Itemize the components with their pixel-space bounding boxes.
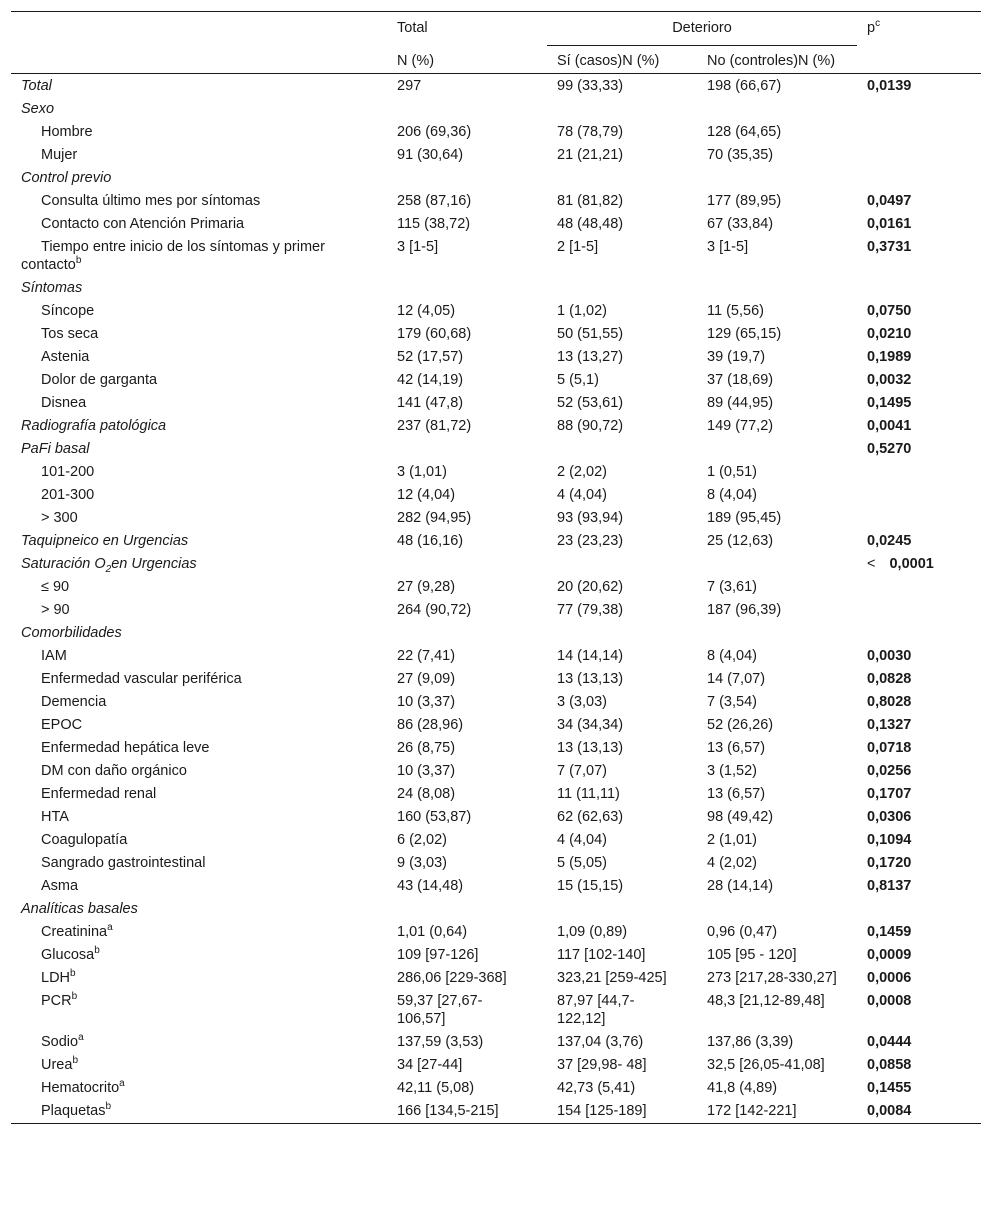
table-row xyxy=(11,346,981,369)
cell-p-value: 0,0718 xyxy=(867,740,912,756)
table-row xyxy=(11,599,981,622)
cell-p-value xyxy=(857,98,981,121)
cell-total: 206 (69,36) xyxy=(397,124,472,140)
cell-p-value: 0,0008 xyxy=(867,993,912,1009)
cell-total xyxy=(387,553,547,576)
row-label: Enfermedad hepática leve xyxy=(41,740,210,756)
row-label: Síntomas xyxy=(21,280,83,296)
cell-no: 3 [1-5] xyxy=(707,239,749,255)
table-row xyxy=(11,645,981,668)
row-label: Tos seca xyxy=(41,326,99,342)
cell-si: 5 (5,1) xyxy=(557,372,599,388)
cell-p-value: < 0,0001 xyxy=(867,556,934,572)
table-row xyxy=(11,1100,981,1124)
cell-no: 198 (66,67) xyxy=(707,78,782,94)
table-row xyxy=(11,415,981,438)
cell-total xyxy=(387,622,547,645)
cell-total: 86 (28,96) xyxy=(397,717,464,733)
cell-total xyxy=(387,98,547,121)
cell-total: 297 xyxy=(397,78,422,94)
row-label: HTA xyxy=(41,809,69,825)
header-si-casos: Sí (casos)N (%) xyxy=(557,53,660,69)
table-row xyxy=(11,921,981,944)
cell-si: 13 (13,13) xyxy=(557,671,624,687)
row-label: Consulta último mes por síntomas xyxy=(41,193,261,209)
cell-no: 129 (65,15) xyxy=(707,326,782,342)
cell-si: 117 [102-140] xyxy=(557,947,646,963)
cell-si: 50 (51,55) xyxy=(557,326,624,342)
cell-total: 12 (4,04) xyxy=(397,487,456,503)
cell-p-value xyxy=(857,576,981,599)
cell-no xyxy=(697,167,857,190)
cell-si: 11 (11,11) xyxy=(557,786,620,802)
cell-total: 12 (4,05) xyxy=(397,303,456,319)
table-row xyxy=(11,507,981,530)
row-label: Contacto con Atención Primaria xyxy=(41,216,245,232)
header-empty-3 xyxy=(857,45,981,74)
table-row xyxy=(11,852,981,875)
row-label: Radiografía patológica xyxy=(21,418,167,434)
cell-p-value: 0,0041 xyxy=(867,418,912,434)
row-label: Enfermedad vascular periférica xyxy=(41,671,242,687)
cell-no: 189 (95,45) xyxy=(707,510,782,526)
row-label: Enfermedad renal xyxy=(41,786,157,802)
cell-p-value: 0,0245 xyxy=(867,533,912,549)
cell-si: 3 (3,03) xyxy=(557,694,607,710)
cell-total: 27 (9,28) xyxy=(397,579,456,595)
cell-p-value xyxy=(857,898,981,921)
cell-total: 141 (47,8) xyxy=(397,395,464,411)
header-empty-2 xyxy=(11,45,387,74)
cell-p-value: 0,0444 xyxy=(867,1034,912,1050)
table-row xyxy=(11,167,981,190)
cell-p-value: 0,0139 xyxy=(867,78,912,94)
row-label: 201-300 xyxy=(41,487,95,503)
cell-no: 37 (18,69) xyxy=(707,372,774,388)
cell-total: 166 [134,5-215] xyxy=(397,1103,499,1119)
row-label: > 300 xyxy=(41,510,78,526)
row-label: Sodio$^a$ xyxy=(41,1032,84,1050)
cell-no: 137,86 (3,39) xyxy=(707,1034,794,1050)
header-total: Total xyxy=(397,20,428,36)
row-label: Glucosa$^b$ xyxy=(41,945,100,963)
cell-p-value xyxy=(857,121,981,144)
cell-p-value xyxy=(857,461,981,484)
cell-si xyxy=(547,553,697,576)
cell-total xyxy=(387,438,547,461)
row-label: Hombre xyxy=(41,124,93,140)
cell-no: 2 (1,01) xyxy=(707,832,757,848)
row-label: Analíticas basales xyxy=(21,901,138,917)
row-label: Urea$^b$ xyxy=(41,1055,78,1073)
cell-p-value: 0,8137 xyxy=(867,878,912,894)
row-label: Síncope xyxy=(41,303,95,319)
cell-no: 14 (7,07) xyxy=(707,671,766,687)
table-row xyxy=(11,806,981,829)
cell-si: 37 [29,98- 48] xyxy=(557,1057,647,1073)
cell-p-value xyxy=(857,144,981,167)
table-row xyxy=(11,898,981,921)
header-deterioro xyxy=(547,12,857,46)
cell-si: 7 (7,07) xyxy=(557,763,607,779)
cell-no: 89 (44,95) xyxy=(707,395,774,411)
row-label: Sexo xyxy=(21,101,55,117)
cell-p-value xyxy=(857,484,981,507)
row-label: PaFi basal xyxy=(21,441,90,457)
cell-total: 9 (3,03) xyxy=(397,855,447,871)
cell-no: 105 [95 - 120] xyxy=(707,947,797,963)
table-row xyxy=(11,530,981,553)
cell-si: 2 [1-5] xyxy=(557,239,599,255)
table-row xyxy=(11,392,981,415)
row-label: > 90 xyxy=(41,602,70,618)
header-empty xyxy=(11,12,387,46)
cell-si: 154 [125-189] xyxy=(557,1103,647,1119)
row-label: Control previo xyxy=(21,170,112,186)
cell-no: 8 (4,04) xyxy=(707,487,757,503)
cell-p-value: 0,1327 xyxy=(867,717,912,733)
cell-no: 149 (77,2) xyxy=(707,418,774,434)
cell-si: 1,09 (0,89) xyxy=(557,924,628,940)
header-n-pct: N (%) xyxy=(397,53,435,69)
row-label: Asma xyxy=(41,878,79,894)
cell-p-value: 0,1094 xyxy=(867,832,912,848)
cell-p-value xyxy=(857,599,981,622)
table-row xyxy=(11,98,981,121)
cell-p-value: 0,1707 xyxy=(867,786,912,802)
cell-total: 264 (90,72) xyxy=(397,602,472,618)
cell-p-value: 0,0009 xyxy=(867,947,912,963)
cell-total xyxy=(387,167,547,190)
table-row xyxy=(11,553,981,576)
table-row xyxy=(11,236,981,277)
cell-total: 22 (7,41) xyxy=(397,648,456,664)
table-row xyxy=(11,783,981,806)
cell-total: 237 (81,72) xyxy=(397,418,472,434)
cell-si: 48 (48,48) xyxy=(557,216,624,232)
table-row xyxy=(11,691,981,714)
cell-no: 28 (14,14) xyxy=(707,878,774,894)
cell-no: 187 (96,39) xyxy=(707,602,782,618)
cell-total xyxy=(387,898,547,921)
cell-total: 26 (8,75) xyxy=(397,740,456,756)
cell-no: 4 (2,02) xyxy=(707,855,757,871)
table-body xyxy=(11,74,981,1124)
cell-no: 52 (26,26) xyxy=(707,717,774,733)
table-row xyxy=(11,461,981,484)
cell-si: 93 (93,94) xyxy=(557,510,624,526)
cell-si: 323,21 [259-425] xyxy=(557,970,667,986)
cell-si: 23 (23,23) xyxy=(557,533,624,549)
cell-si: 2 (2,02) xyxy=(557,464,607,480)
table-row xyxy=(11,1031,981,1054)
row-label: Demencia xyxy=(41,694,107,710)
table-row xyxy=(11,121,981,144)
cell-si xyxy=(547,438,697,461)
row-label: Total xyxy=(21,78,52,94)
header-p: $p^c$ xyxy=(867,18,881,36)
table-row xyxy=(11,300,981,323)
row-label: ≤ 90 xyxy=(41,579,70,595)
cell-total: 286,06 [229-368] xyxy=(397,970,507,986)
cell-p-value: 0,0256 xyxy=(867,763,912,779)
cell-p-value: 0,1459 xyxy=(867,924,912,940)
table-row xyxy=(11,144,981,167)
cell-total: 6 (2,02) xyxy=(397,832,447,848)
cell-total: 258 (87,16) xyxy=(397,193,472,209)
cell-p-value xyxy=(857,167,981,190)
cell-no: 25 (12,63) xyxy=(707,533,774,549)
cell-p-value: 0,1720 xyxy=(867,855,912,871)
cell-no: 48,3 [21,12-89,48] xyxy=(707,993,825,1009)
cell-si: 42,73 (5,41) xyxy=(557,1080,636,1096)
cell-p-value: 0,1455 xyxy=(867,1080,912,1096)
row-label: DM con daño orgánico xyxy=(41,763,187,779)
cell-si: 99 (33,33) xyxy=(557,78,624,94)
cell-total: 91 (30,64) xyxy=(397,147,464,163)
row-label: LDH$^b$ xyxy=(41,968,76,986)
cell-p-value: 0,0032 xyxy=(867,372,912,388)
table-container xyxy=(11,11,981,1124)
cell-p-value xyxy=(857,622,981,645)
cell-no: 41,8 (4,89) xyxy=(707,1080,778,1096)
table-row xyxy=(11,576,981,599)
cell-total: 59,37 [27,67-106,57] xyxy=(397,993,483,1027)
header-no-controles: No (controles)N (%) xyxy=(707,53,836,69)
cell-total: 3 [1-5] xyxy=(397,239,439,255)
cell-no: 8 (4,04) xyxy=(707,648,757,664)
cell-si xyxy=(547,167,697,190)
cell-si: 78 (78,79) xyxy=(557,124,624,140)
cell-no xyxy=(697,553,857,576)
table-row xyxy=(11,944,981,967)
cell-total: 43 (14,48) xyxy=(397,878,464,894)
row-label: Tiempo entre inicio de los síntomas y primer contacto$^b$ xyxy=(21,239,325,273)
cell-si: 13 (13,13) xyxy=(557,740,624,756)
cell-si: 20 (20,62) xyxy=(557,579,624,595)
table-row xyxy=(11,1077,981,1100)
cell-p-value xyxy=(857,507,981,530)
table-row xyxy=(11,760,981,783)
row-label: Comorbilidades xyxy=(21,625,122,641)
cell-total: 52 (17,57) xyxy=(397,349,464,365)
row-label: Dolor de garganta xyxy=(41,372,158,388)
cell-total: 10 (3,37) xyxy=(397,694,456,710)
cell-no: 7 (3,54) xyxy=(707,694,757,710)
cell-p-value: 0,0828 xyxy=(867,671,912,687)
cell-si: 21 (21,21) xyxy=(557,147,624,163)
row-label: Astenia xyxy=(41,349,90,365)
cell-si: 88 (90,72) xyxy=(557,418,624,434)
cell-no: 67 (33,84) xyxy=(707,216,774,232)
cell-si xyxy=(547,98,697,121)
cell-no: 98 (49,42) xyxy=(707,809,774,825)
cell-si: 77 (79,38) xyxy=(557,602,624,618)
cell-total: 282 (94,95) xyxy=(397,510,472,526)
row-label: Sangrado gastrointestinal xyxy=(41,855,206,871)
cell-p-value: 0,0858 xyxy=(867,1057,912,1073)
cell-p-value xyxy=(857,277,981,300)
cell-p-value: 0,5270 xyxy=(867,441,912,457)
cell-no: 0,96 (0,47) xyxy=(707,924,778,940)
cell-total xyxy=(387,277,547,300)
row-label: PCR$^b$ xyxy=(41,991,78,1009)
cell-p-value: 0,0306 xyxy=(867,809,912,825)
table-row xyxy=(11,668,981,691)
cell-si: 81 (81,82) xyxy=(557,193,624,209)
cell-p-value: 0,0006 xyxy=(867,970,912,986)
cell-total: 3 (1,01) xyxy=(397,464,447,480)
row-label: Taquipneico en Urgencias xyxy=(21,533,189,549)
cell-si: 137,04 (3,76) xyxy=(557,1034,644,1050)
cell-no xyxy=(697,98,857,121)
cell-no: 11 (5,56) xyxy=(707,303,764,319)
cell-si: 1 (1,02) xyxy=(557,303,607,319)
cell-p-value: 0,0210 xyxy=(867,326,912,342)
table-row xyxy=(11,323,981,346)
table-row xyxy=(11,967,981,990)
cell-total: 1,01 (0,64) xyxy=(397,924,468,940)
cell-si: 87,97 [44,7-122,12] xyxy=(557,993,635,1027)
table-row xyxy=(11,1054,981,1077)
cell-si: 4 (4,04) xyxy=(557,487,607,503)
cell-p-value: 0,1989 xyxy=(867,349,912,365)
cell-p-value: 0,0084 xyxy=(867,1103,912,1119)
cell-no: 13 (6,57) xyxy=(707,786,766,802)
row-label: 101-200 xyxy=(41,464,95,480)
cell-no: 1 (0,51) xyxy=(707,464,757,480)
cell-si xyxy=(547,622,697,645)
cell-si: 15 (15,15) xyxy=(557,878,624,894)
cell-total: 42 (14,19) xyxy=(397,372,464,388)
cell-no xyxy=(697,277,857,300)
cell-no xyxy=(697,622,857,645)
cell-total: 179 (60,68) xyxy=(397,326,472,342)
cell-no xyxy=(697,438,857,461)
header-deterioro-label: Deterioro xyxy=(547,19,857,46)
cell-si: 5 (5,05) xyxy=(557,855,607,871)
table-row xyxy=(11,277,981,300)
cell-si: 34 (34,34) xyxy=(557,717,624,733)
row-label: Hematocrito$^a$ xyxy=(41,1078,125,1096)
cell-total: 109 [97-126] xyxy=(397,947,479,963)
table-row xyxy=(11,737,981,760)
row-label: Saturación $O_2en$ Urgencias xyxy=(21,556,197,575)
cell-si: 62 (62,63) xyxy=(557,809,624,825)
cell-p-value: 0,0161 xyxy=(867,216,912,232)
cell-p-value: 0,1495 xyxy=(867,395,912,411)
cell-si: 14 (14,14) xyxy=(557,648,624,664)
cell-total: 27 (9,09) xyxy=(397,671,456,687)
table-row xyxy=(11,990,981,1031)
table-row xyxy=(11,829,981,852)
cell-no: 128 (64,65) xyxy=(707,124,782,140)
table-row xyxy=(11,369,981,392)
cell-no: 32,5 [26,05-41,08] xyxy=(707,1057,825,1073)
cell-si xyxy=(547,277,697,300)
row-label: EPOC xyxy=(41,717,83,733)
cell-no: 70 (35,35) xyxy=(707,147,774,163)
table-row xyxy=(11,622,981,645)
table-header xyxy=(11,12,981,74)
cell-no: 3 (1,52) xyxy=(707,763,757,779)
table-row xyxy=(11,213,981,236)
cell-total: 42,11 (5,08) xyxy=(397,1080,475,1096)
table-row xyxy=(11,438,981,461)
cell-no: 172 [142-221] xyxy=(707,1103,797,1119)
cell-p-value: 0,0030 xyxy=(867,648,912,664)
row-label: Disnea xyxy=(41,395,87,411)
row-label: Creatinina$^a$ xyxy=(41,922,113,940)
row-label: Plaquetas$^b$ xyxy=(41,1101,112,1119)
table-row xyxy=(11,190,981,213)
row-label: Mujer xyxy=(41,147,78,163)
cell-no: 39 (19,7) xyxy=(707,349,766,365)
cell-total: 10 (3,37) xyxy=(397,763,456,779)
cell-p-value: 0,8028 xyxy=(867,694,912,710)
cell-total: 160 (53,87) xyxy=(397,809,472,825)
cell-no: 13 (6,57) xyxy=(707,740,766,756)
cell-no xyxy=(697,898,857,921)
cell-total: 48 (16,16) xyxy=(397,533,464,549)
cell-si xyxy=(547,898,697,921)
table-row xyxy=(11,875,981,898)
table-row xyxy=(11,714,981,737)
cell-no: 177 (89,95) xyxy=(707,193,782,209)
cell-si: 52 (53,61) xyxy=(557,395,624,411)
cell-si: 13 (13,27) xyxy=(557,349,624,365)
cell-p-value: 0,3731 xyxy=(867,239,912,255)
cell-p-value: 0,0750 xyxy=(867,303,912,319)
cell-no: 273 [217,28-330,27] xyxy=(707,970,837,986)
table-row xyxy=(11,74,981,99)
cell-total: 137,59 (3,53) xyxy=(397,1034,484,1050)
data-table xyxy=(11,11,981,1124)
cell-total: 24 (8,08) xyxy=(397,786,456,802)
cell-p-value: 0,0497 xyxy=(867,193,912,209)
cell-total: 34 [27-44] xyxy=(397,1057,463,1073)
cell-no: 7 (3,61) xyxy=(707,579,757,595)
cell-si: 4 (4,04) xyxy=(557,832,607,848)
table-row xyxy=(11,484,981,507)
row-label: Coagulopatía xyxy=(41,832,128,848)
cell-total: 115 (38,72) xyxy=(397,216,471,232)
row-label: IAM xyxy=(41,648,67,664)
